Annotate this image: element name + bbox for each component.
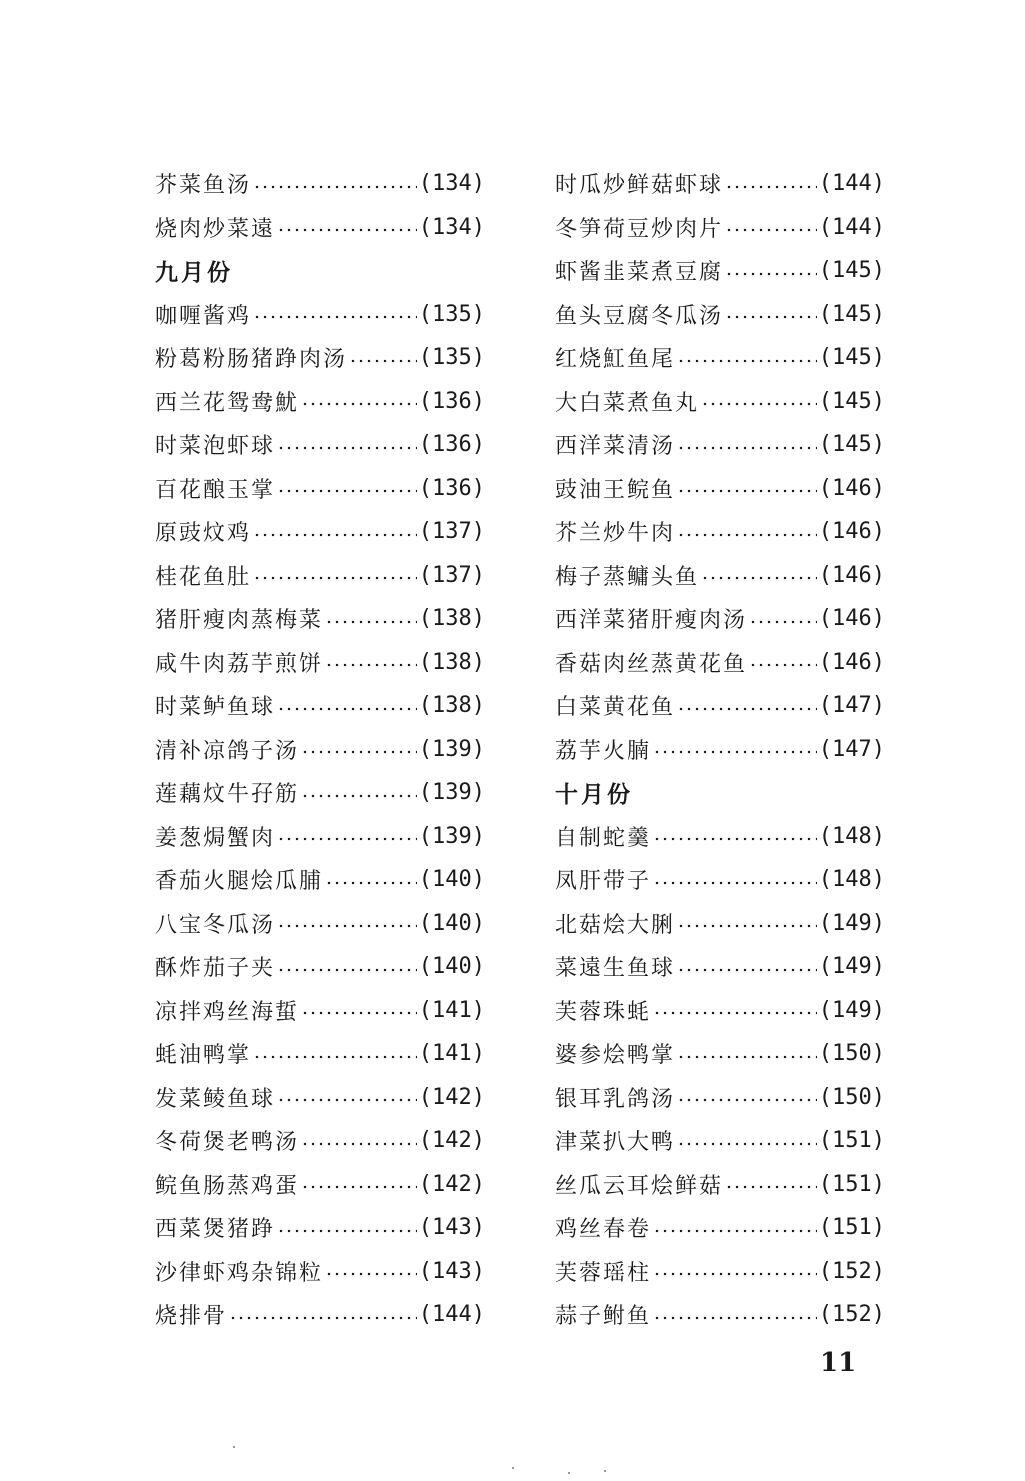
dish-name: 八宝冬瓜汤 [155, 912, 276, 938]
dish-name: 西菜煲猪踭 [155, 1217, 276, 1243]
dot-leader [253, 185, 417, 189]
dot-leader [677, 489, 817, 493]
dish-name: 婆参烩鸭掌 [555, 1043, 676, 1069]
page-reference: (149) [818, 997, 885, 1023]
dish-name: 凤肝带子 [555, 869, 652, 895]
toc-entry [155, 293, 485, 337]
page-reference: (137) [418, 562, 485, 588]
toc-entry-line [555, 386, 885, 417]
toc-entry [555, 206, 885, 250]
page-reference: (136) [418, 432, 485, 458]
page-reference: (145) [818, 301, 885, 327]
dot-leader [277, 837, 417, 841]
dish-name: 芥兰炒牛肉 [555, 521, 676, 547]
dot-leader [253, 576, 417, 580]
toc-entry-line [555, 1082, 885, 1113]
toc-entry-line [555, 690, 885, 721]
toc-entry [155, 1032, 485, 1076]
dot-leader [301, 750, 417, 754]
toc-entry [555, 1293, 885, 1337]
dish-name: 荔芋火腩 [555, 738, 652, 764]
toc-entry-line [155, 864, 485, 895]
toc-entry [555, 554, 885, 598]
toc-entry-line [155, 1038, 485, 1069]
dish-name: 红烧魟鱼尾 [555, 347, 676, 373]
toc-entry-line [155, 212, 485, 243]
dot-leader [677, 1055, 817, 1059]
dot-leader [301, 794, 417, 798]
dot-leader [653, 1316, 817, 1320]
dot-leader [301, 1185, 417, 1189]
toc-entry-line [155, 299, 485, 330]
dot-leader [725, 315, 817, 319]
page-reference: (140) [418, 910, 485, 936]
dish-name: 沙律虾鸡杂锦粒 [155, 1260, 324, 1286]
toc-entry [555, 597, 885, 641]
dot-leader [701, 576, 817, 580]
page-reference: (139) [418, 823, 485, 849]
page-reference: (148) [818, 867, 885, 893]
page-reference: (135) [418, 301, 485, 327]
dot-leader [677, 707, 817, 711]
toc-entry-line [155, 1256, 485, 1287]
toc-entry [555, 380, 885, 424]
dot-leader [277, 924, 417, 928]
toc-entry-line [555, 864, 885, 895]
dish-name: 时菜鲈鱼球 [155, 695, 276, 721]
toc-entry-line [155, 951, 485, 982]
dish-name: 发菜鲮鱼球 [155, 1086, 276, 1112]
toc-entry-line [555, 516, 885, 547]
toc-entry-line [555, 560, 885, 591]
toc-entry [555, 989, 885, 1033]
dish-name: 百花酿玉掌 [155, 477, 276, 503]
dot-leader [677, 446, 817, 450]
toc-entry [555, 684, 885, 728]
page-reference: (149) [818, 910, 885, 936]
toc-entry [155, 336, 485, 380]
toc-entry-line [555, 212, 885, 243]
toc-entry [555, 902, 885, 946]
toc-entry [155, 206, 485, 250]
scan-speck [604, 1470, 606, 1472]
page-reference: (136) [418, 475, 485, 501]
toc-entry [155, 641, 485, 685]
dish-name: 虾酱韭菜煮豆腐 [555, 260, 724, 286]
month-heading: 十月份 [555, 782, 633, 809]
dish-name: 菜遠生鱼球 [555, 956, 676, 982]
toc-entry-line [555, 1299, 885, 1330]
toc-entry-line [155, 1125, 485, 1156]
toc-entry [155, 771, 485, 815]
page-reference: (139) [418, 736, 485, 762]
toc-entry-line [555, 951, 885, 982]
dish-name: 姜葱焗蟹肉 [155, 825, 276, 851]
toc-entry [155, 858, 485, 902]
toc-entry-line [155, 603, 485, 634]
toc-entry-line [555, 429, 885, 460]
dot-leader [677, 533, 817, 537]
dot-leader [301, 1142, 417, 1146]
dot-leader [325, 881, 417, 885]
toc-entry [155, 1206, 485, 1250]
dot-leader [677, 1098, 817, 1102]
toc-entry [555, 423, 885, 467]
toc-entry-line [555, 1212, 885, 1243]
toc-entry [155, 423, 485, 467]
page-reference: (142) [418, 1128, 485, 1154]
toc-entry-line [155, 342, 485, 373]
page-reference: (138) [418, 693, 485, 719]
toc-entry-line [155, 473, 485, 504]
dot-leader [253, 533, 417, 537]
toc-entry-line [155, 1082, 485, 1113]
page-reference: (150) [818, 1041, 885, 1067]
toc-entry [155, 684, 485, 728]
dot-leader [653, 1272, 817, 1276]
dot-leader [725, 1185, 817, 1189]
dot-leader [301, 402, 417, 406]
dot-leader [301, 1011, 417, 1015]
dish-name: 自制蛇羹 [555, 825, 652, 851]
dish-name: 白菜黄花鱼 [555, 695, 676, 721]
page-reference: (142) [418, 1171, 485, 1197]
page-reference: (144) [818, 214, 885, 240]
toc-entry-line [155, 647, 485, 678]
toc-entry [155, 1119, 485, 1163]
toc-entry [555, 1250, 885, 1294]
page-reference: (137) [418, 519, 485, 545]
dish-name: 冬荷煲老鸭汤 [155, 1130, 300, 1156]
toc-entry [155, 945, 485, 989]
toc-entry-line [555, 603, 885, 634]
page-reference: (144) [818, 171, 885, 197]
toc-entry-line [555, 299, 885, 330]
toc-entry-line [555, 473, 885, 504]
toc-entry [155, 902, 485, 946]
dot-leader [277, 489, 417, 493]
page-reference: (146) [818, 562, 885, 588]
page-reference: (151) [818, 1215, 885, 1241]
dish-name: 鱼头豆腐冬瓜汤 [555, 303, 724, 329]
page-reference: (146) [818, 519, 885, 545]
dish-name: 猪肝瘦肉蒸梅菜 [155, 608, 324, 634]
page-reference: (141) [418, 997, 485, 1023]
page-reference: (146) [818, 606, 885, 632]
page-reference: (143) [418, 1215, 485, 1241]
page-reference: (140) [418, 867, 485, 893]
page-reference: (145) [818, 258, 885, 284]
toc-entry-line [155, 734, 485, 765]
page-reference: (142) [418, 1084, 485, 1110]
page-reference: (145) [818, 432, 885, 458]
toc-entry-line [555, 1169, 885, 1200]
dot-leader [349, 359, 417, 363]
toc-left-column [155, 162, 485, 1337]
page-reference: (147) [818, 736, 885, 762]
dot-leader [653, 881, 817, 885]
page-reference: (151) [818, 1128, 885, 1154]
dish-name: 鸡丝春卷 [555, 1217, 652, 1243]
dot-leader [277, 228, 417, 232]
dish-name: 时瓜炒鲜菇虾球 [555, 173, 724, 199]
toc-entry-line [155, 777, 485, 808]
scan-speck [568, 1472, 570, 1474]
toc-entry-line [155, 908, 485, 939]
toc-entry [155, 1163, 485, 1207]
toc-entry [555, 1163, 885, 1207]
toc-entry [555, 815, 885, 859]
dish-name: 大白菜煮鱼丸 [555, 390, 700, 416]
dot-leader [277, 707, 417, 711]
dish-name: 咸牛肉荔芋煎饼 [155, 651, 324, 677]
dot-leader [277, 968, 417, 972]
toc-entry [155, 554, 485, 598]
scan-speck [512, 1467, 514, 1469]
dot-leader [277, 446, 417, 450]
toc-entry-line [555, 1256, 885, 1287]
dish-name: 银耳乳鸽汤 [555, 1086, 676, 1112]
toc-entry [155, 380, 485, 424]
toc-entry-line [155, 386, 485, 417]
page-reference: (144) [418, 1302, 485, 1328]
dish-name: 芙蓉珠蚝 [555, 999, 652, 1025]
dot-leader [653, 837, 817, 841]
toc-entry [555, 249, 885, 293]
dish-name: 香茄火腿烩瓜脯 [155, 869, 324, 895]
dish-name: 时菜泡虾球 [155, 434, 276, 460]
toc-entry-line [555, 647, 885, 678]
dish-name: 豉油王鲩鱼 [555, 477, 676, 503]
page-reference: (141) [418, 1041, 485, 1067]
toc-entry-line [555, 168, 885, 199]
dish-name: 酥炸茄子夹 [155, 956, 276, 982]
dot-leader [253, 315, 417, 319]
dish-name: 清补凉鸽子汤 [155, 738, 300, 764]
dot-leader [229, 1316, 417, 1320]
page-reference: (138) [418, 606, 485, 632]
dish-name: 冬笋荷豆炒肉片 [555, 216, 724, 242]
dish-name: 西洋菜清汤 [555, 434, 676, 460]
toc-entry [155, 1250, 485, 1294]
toc-entry-line [155, 168, 485, 199]
toc-entry-line [155, 516, 485, 547]
page-reference: (152) [818, 1258, 885, 1284]
toc-entry [155, 597, 485, 641]
toc-entry-line [155, 995, 485, 1026]
dot-leader [253, 1055, 417, 1059]
page-reference: (138) [418, 649, 485, 675]
dish-name: 津菜扒大鸭 [555, 1130, 676, 1156]
toc-entry-line [155, 1169, 485, 1200]
toc-entry-line [555, 908, 885, 939]
toc-entry [155, 815, 485, 859]
page-reference: (146) [818, 475, 885, 501]
dish-name: 西兰花鸳鸯魷 [155, 390, 300, 416]
toc-entry-line [555, 342, 885, 373]
toc-entry [555, 1206, 885, 1250]
toc-entry [555, 1119, 885, 1163]
toc-entry [555, 467, 885, 511]
toc-entry [555, 728, 885, 772]
page-reference: (136) [418, 388, 485, 414]
dish-name: 桂花鱼肚 [155, 564, 252, 590]
toc-entry [155, 1076, 485, 1120]
toc-right-column [555, 162, 885, 1337]
dish-name: 芙蓉瑶柱 [555, 1260, 652, 1286]
dot-leader [653, 1229, 817, 1233]
page-reference: (140) [418, 954, 485, 980]
page-reference: (147) [818, 693, 885, 719]
dish-name: 凉拌鸡丝海蜇 [155, 999, 300, 1025]
page-reference: (152) [818, 1302, 885, 1328]
dot-leader [725, 228, 817, 232]
toc-entry [555, 510, 885, 554]
dot-leader [725, 185, 817, 189]
dot-leader [325, 620, 417, 624]
dish-name: 烧排骨 [155, 1304, 228, 1330]
page-reference: (134) [418, 171, 485, 197]
toc-entry [555, 162, 885, 206]
dish-name: 北菇烩大脷 [555, 912, 676, 938]
page-reference: (146) [818, 649, 885, 675]
toc-entry-line [555, 255, 885, 286]
page-reference: (151) [818, 1171, 885, 1197]
page-reference: (149) [818, 954, 885, 980]
page-reference: (139) [418, 780, 485, 806]
page-number: 11 [820, 1348, 857, 1378]
month-heading: 九月份 [155, 260, 233, 287]
dish-name: 西洋菜猪肝瘦肉汤 [555, 608, 748, 634]
toc-entry-line [155, 429, 485, 460]
toc-entry-line [155, 821, 485, 852]
dot-leader [277, 1229, 417, 1233]
dish-name: 丝瓜云耳烩鲜菇 [555, 1173, 724, 1199]
toc-entry-line [555, 1038, 885, 1069]
dish-name: 芥菜鱼汤 [155, 173, 252, 199]
dish-name: 烧肉炒菜遠 [155, 216, 276, 242]
toc-entry [555, 1076, 885, 1120]
dot-leader [277, 1098, 417, 1102]
page-reference: (150) [818, 1084, 885, 1110]
toc-entry-line [155, 1299, 485, 1330]
page-reference: (134) [418, 214, 485, 240]
dot-leader [677, 359, 817, 363]
toc-entry [155, 162, 485, 206]
dish-name: 咖喱酱鸡 [155, 303, 252, 329]
dish-name: 原豉炆鸡 [155, 521, 252, 547]
toc-entry [155, 467, 485, 511]
dish-name: 蒜子鲋鱼 [555, 1304, 652, 1330]
dot-leader [325, 663, 417, 667]
dish-name: 鲩鱼肠蒸鸡蛋 [155, 1173, 300, 1199]
toc-entry [555, 336, 885, 380]
dot-leader [653, 1011, 817, 1015]
toc-entry [155, 510, 485, 554]
page-reference: (145) [818, 345, 885, 371]
toc-entry-line [155, 690, 485, 721]
toc-entry [555, 293, 885, 337]
toc-entry-line [155, 560, 485, 591]
toc-entry [555, 641, 885, 685]
toc-entry-line [555, 734, 885, 765]
dot-leader [653, 750, 817, 754]
dish-name: 粉葛粉肠猪踭肉汤 [155, 347, 348, 373]
dish-name: 蚝油鸭掌 [155, 1043, 252, 1069]
page-reference: (148) [818, 823, 885, 849]
scan-speck [233, 1446, 235, 1448]
dish-name: 莲藕炆牛孖筋 [155, 782, 300, 808]
toc-entry [155, 989, 485, 1033]
toc-entry [555, 1032, 885, 1076]
toc-entry [555, 945, 885, 989]
dish-name: 香菇肉丝蒸黄花鱼 [555, 651, 748, 677]
toc-entry [155, 1293, 485, 1337]
page-reference: (135) [418, 345, 485, 371]
dot-leader [677, 968, 817, 972]
toc-entry [555, 858, 885, 902]
page-reference: (143) [418, 1258, 485, 1284]
dot-leader [749, 663, 817, 667]
toc-entry-line [555, 995, 885, 1026]
dot-leader [677, 924, 817, 928]
toc-entry-line [555, 1125, 885, 1156]
dot-leader [325, 1272, 417, 1276]
toc-entry-line [555, 821, 885, 852]
toc-entry [155, 728, 485, 772]
dot-leader [725, 272, 817, 276]
toc-entry-line [155, 1212, 485, 1243]
dot-leader [677, 1142, 817, 1146]
page-reference: (145) [818, 388, 885, 414]
dish-name: 梅子蒸鳙头鱼 [555, 564, 700, 590]
dot-leader [749, 620, 817, 624]
dot-leader [701, 402, 817, 406]
